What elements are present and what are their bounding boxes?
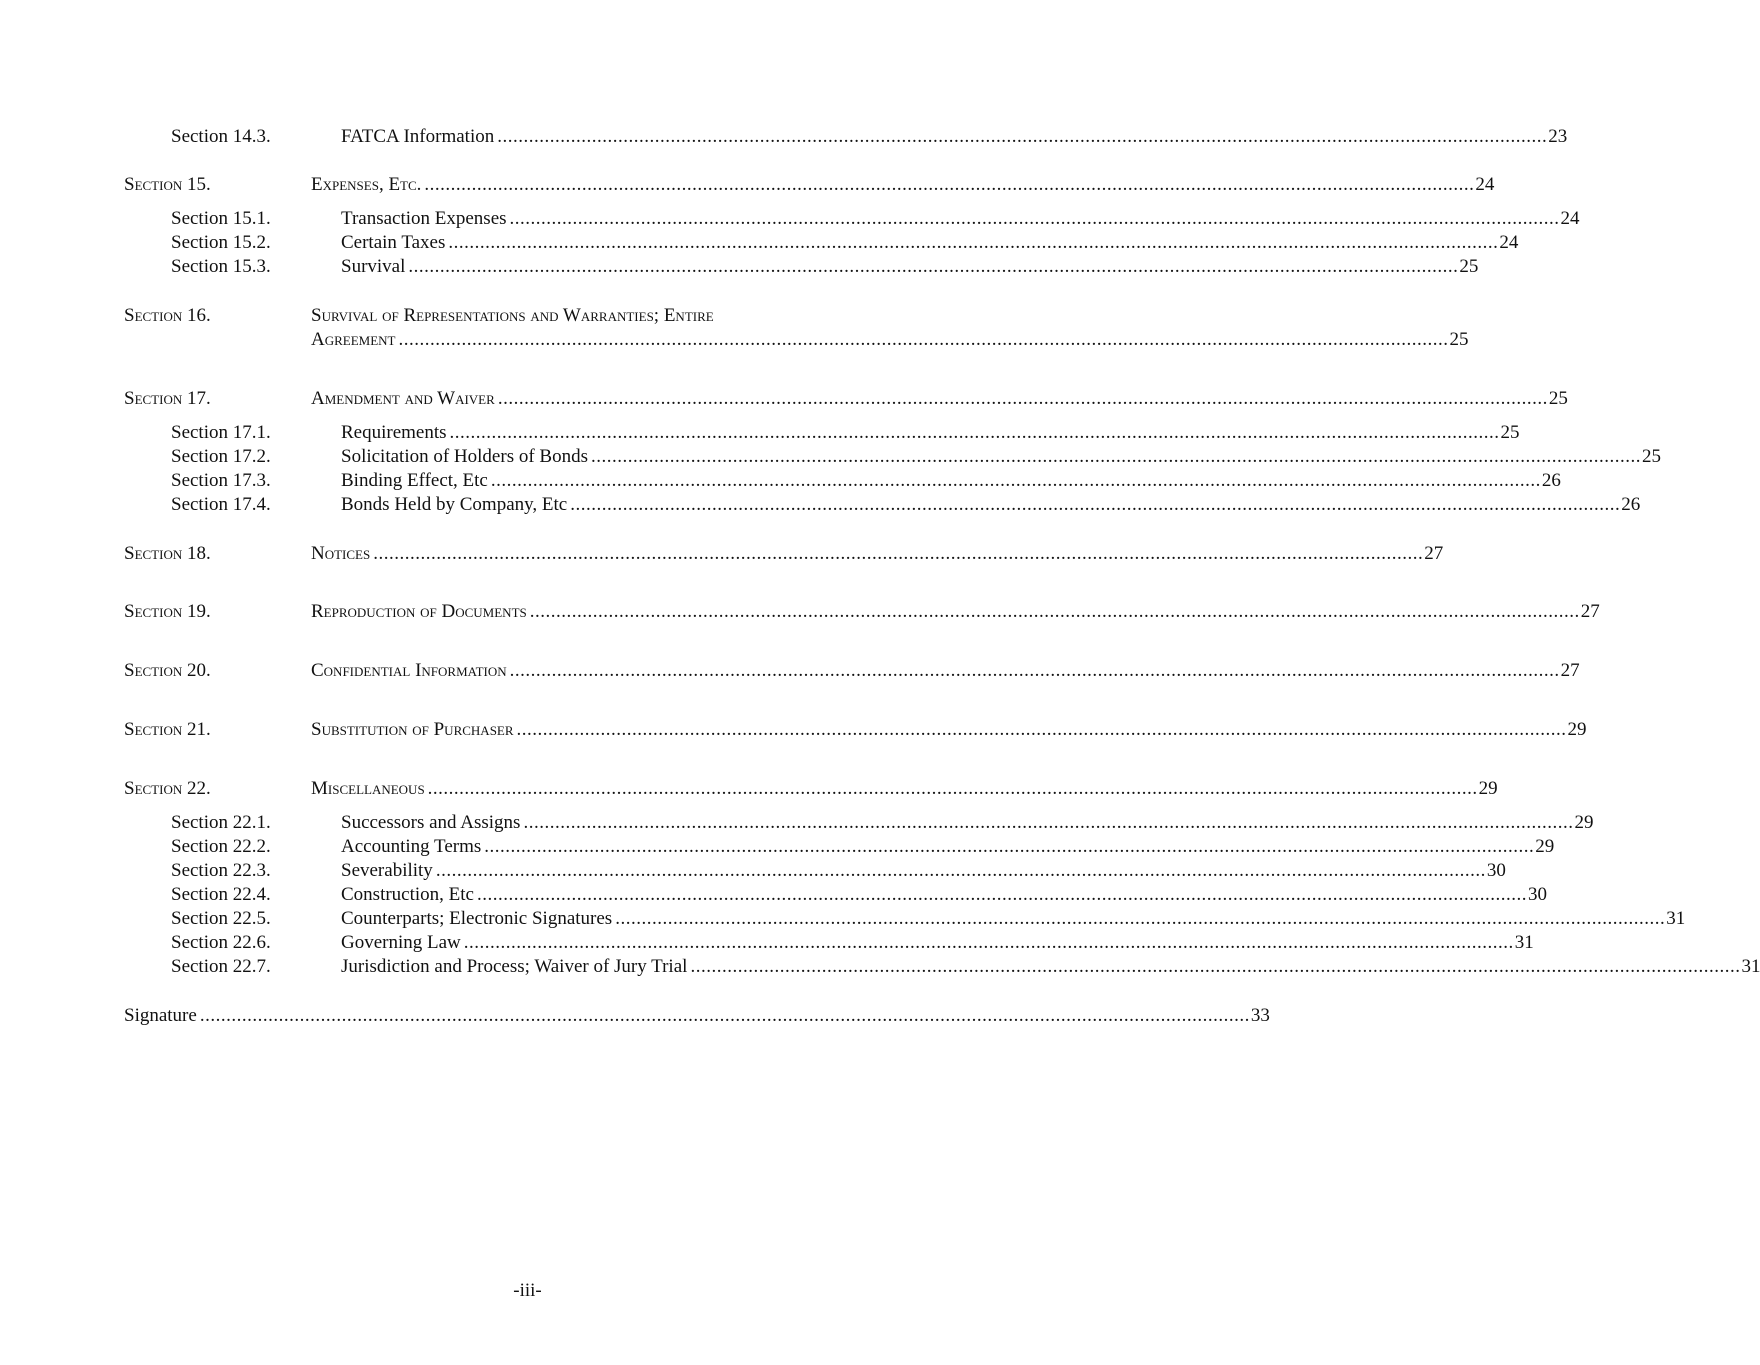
section-title: Notices: [311, 543, 371, 564]
section-number: Section 17.1.: [171, 422, 271, 443]
section-title: Solicitation of Holders of Bonds: [341, 446, 588, 467]
page-number: 29: [1535, 836, 1555, 857]
page-number: 31: [1514, 932, 1534, 953]
toc-entry[interactable]: [0, 542, 1444, 566]
section-title: Binding Effect, Etc: [341, 470, 488, 491]
toc-entry[interactable]: [0, 125, 1568, 149]
section-number: Section 22.6.: [171, 932, 271, 953]
section-number: Section 16.: [124, 305, 211, 326]
toc-entry[interactable]: [0, 659, 1580, 683]
page-number: 29: [1478, 778, 1498, 799]
page-number: 30: [1486, 860, 1506, 881]
section-number: Section 21.: [124, 719, 211, 740]
section-number: Section 15.1.: [171, 208, 271, 229]
section-title: FATCA Information: [341, 126, 495, 147]
section-title: Agreement: [311, 329, 396, 350]
section-title: Construction, Etc: [341, 884, 474, 905]
page-number: 31: [1666, 908, 1686, 929]
page-number: 25: [1459, 256, 1479, 277]
dot-leader: ........................................................................................................................................................................................................: [449, 422, 1500, 443]
toc-entry-continuation[interactable]: [0, 328, 1469, 352]
toc-entry[interactable]: [0, 231, 1519, 255]
toc-entry[interactable]: [0, 173, 1495, 197]
toc-entry[interactable]: [0, 718, 1587, 742]
section-number: Section 22.2.: [171, 836, 271, 857]
toc-entry[interactable]: [0, 255, 1479, 279]
toc-entry[interactable]: [0, 931, 1534, 955]
page-number: 23: [1548, 126, 1568, 147]
toc-entry[interactable]: [0, 445, 1661, 469]
dot-leader: ........................................................................................................................................................................................................: [199, 1005, 1250, 1026]
dot-leader: ........................................................................................................................................................................................................: [497, 388, 1548, 409]
dot-leader: ........................................................................................................................................................................................................: [529, 601, 1580, 622]
page-number: 25: [1500, 422, 1520, 443]
page-number: 30: [1527, 884, 1547, 905]
dot-leader: ........................................................................................................................................................................................................: [427, 778, 1478, 799]
page-number: 29: [1574, 812, 1594, 833]
section-title: Transaction Expenses: [341, 208, 507, 229]
section-title: Miscellaneous: [311, 778, 425, 799]
dot-leader: ........................................................................................................................................................................................................: [424, 174, 1475, 195]
section-title: Substitution of Purchaser: [311, 719, 514, 740]
section-title: Requirements: [341, 422, 447, 443]
dot-leader: ........................................................................................................................................................................................................: [570, 494, 1621, 515]
toc-entry[interactable]: [0, 859, 1506, 883]
dot-leader: ........................................................................................................................................................................................................: [435, 860, 1486, 881]
section-number: Section 14.3.: [171, 126, 271, 147]
dot-leader: ........................................................................................................................................................................................................: [523, 812, 1574, 833]
section-number: Section 20.: [124, 660, 211, 681]
section-number: Section 22.1.: [171, 812, 271, 833]
dot-leader: ........................................................................................................................................................................................................: [463, 932, 1514, 953]
section-title: Accounting Terms: [341, 836, 482, 857]
page-number: 24: [1560, 208, 1580, 229]
section-number: Section 15.: [124, 174, 211, 195]
toc-entry[interactable]: [0, 777, 1498, 801]
page-number: 33: [1250, 1005, 1270, 1026]
page-number: 27: [1580, 601, 1600, 622]
dot-leader: ........................................................................................................................................................................................................: [408, 256, 1459, 277]
section-number: Section 15.3.: [171, 256, 271, 277]
dot-leader: ........................................................................................................................................................................................................: [476, 884, 1527, 905]
page-number: 25: [1548, 388, 1568, 409]
dot-leader: ........................................................................................................................................................................................................: [690, 956, 1741, 977]
page-number: 27: [1560, 660, 1580, 681]
section-title: Reproduction of Documents: [311, 601, 527, 622]
toc-entry[interactable]: [0, 493, 1641, 517]
section-title: Counterparts; Electronic Signatures: [341, 908, 613, 929]
dot-leader: ........................................................................................................................................................................................................: [490, 470, 1541, 491]
section-title: Signature: [124, 1005, 197, 1026]
toc-entry[interactable]: [0, 387, 1568, 411]
toc-entry-signature[interactable]: [0, 1004, 1270, 1028]
page-number: 25: [1641, 446, 1661, 467]
dot-leader: ........................................................................................................................................................................................................: [509, 208, 1560, 229]
section-title: Successors and Assigns: [341, 812, 521, 833]
toc-entry[interactable]: [0, 421, 1520, 445]
page-footer-number: -iii-: [513, 1280, 542, 1301]
dot-leader: ........................................................................................................................................................................................................: [509, 660, 1560, 681]
section-number: Section 22.: [124, 778, 211, 799]
dot-leader: ........................................................................................................................................................................................................: [398, 329, 1449, 350]
section-title: Jurisdiction and Process; Waiver of Jury Trial: [341, 956, 688, 977]
page-number: 24: [1499, 232, 1519, 253]
toc-entry[interactable]: [0, 883, 1547, 907]
section-title: Bonds Held by Company, Etc: [341, 494, 568, 515]
dot-leader: ........................................................................................................................................................................................................: [590, 446, 1641, 467]
section-number: Section 22.4.: [171, 884, 271, 905]
section-number: Section 19.: [124, 601, 211, 622]
page-number: 26: [1621, 494, 1641, 515]
section-title: Confidential Information: [311, 660, 507, 681]
page-number: 26: [1541, 470, 1561, 491]
section-number: Section 22.3.: [171, 860, 271, 881]
page-number: 29: [1567, 719, 1587, 740]
section-number: Section 15.2.: [171, 232, 271, 253]
section-title: Governing Law: [341, 932, 461, 953]
dot-leader: ........................................................................................................................................................................................................: [484, 836, 1535, 857]
toc-entry[interactable]: [0, 304, 1055, 328]
section-number: Section 17.4.: [171, 494, 271, 515]
section-number: Section 22.7.: [171, 956, 271, 977]
section-title: Survival: [341, 256, 406, 277]
page-number: 24: [1475, 174, 1495, 195]
section-number: Section 17.3.: [171, 470, 271, 491]
section-number: Section 17.2.: [171, 446, 271, 467]
dot-leader: ........................................................................................................................................................................................................: [615, 908, 1666, 929]
section-number: Section 22.5.: [171, 908, 271, 929]
toc-entry[interactable]: [0, 955, 1760, 979]
toc-entry[interactable]: [0, 811, 1594, 835]
toc-entry[interactable]: [0, 207, 1580, 231]
toc-entry[interactable]: [0, 600, 1600, 624]
toc-entry[interactable]: [0, 835, 1555, 859]
dot-leader: ........................................................................................................................................................................................................: [516, 719, 1567, 740]
section-number: Section 17.: [124, 388, 211, 409]
section-title: Certain Taxes: [341, 232, 446, 253]
section-title: Expenses, Etc.: [311, 174, 422, 195]
section-title: Severability: [341, 860, 433, 881]
page-number: 25: [1449, 329, 1469, 350]
toc-entry[interactable]: [0, 907, 1686, 931]
section-title: Amendment and Waiver: [311, 388, 495, 409]
page-number: 27: [1424, 543, 1444, 564]
toc-entry[interactable]: [0, 469, 1561, 493]
section-title-line1: Survival of Representations and Warranties; Entire: [311, 305, 714, 326]
page-number: 31: [1741, 956, 1760, 977]
section-number: Section 18.: [124, 543, 211, 564]
dot-leader: ........................................................................................................................................................................................................: [373, 543, 1424, 564]
dot-leader: ........................................................................................................................................................................................................: [448, 232, 1499, 253]
dot-leader: ........................................................................................................................................................................................................: [497, 126, 1548, 147]
